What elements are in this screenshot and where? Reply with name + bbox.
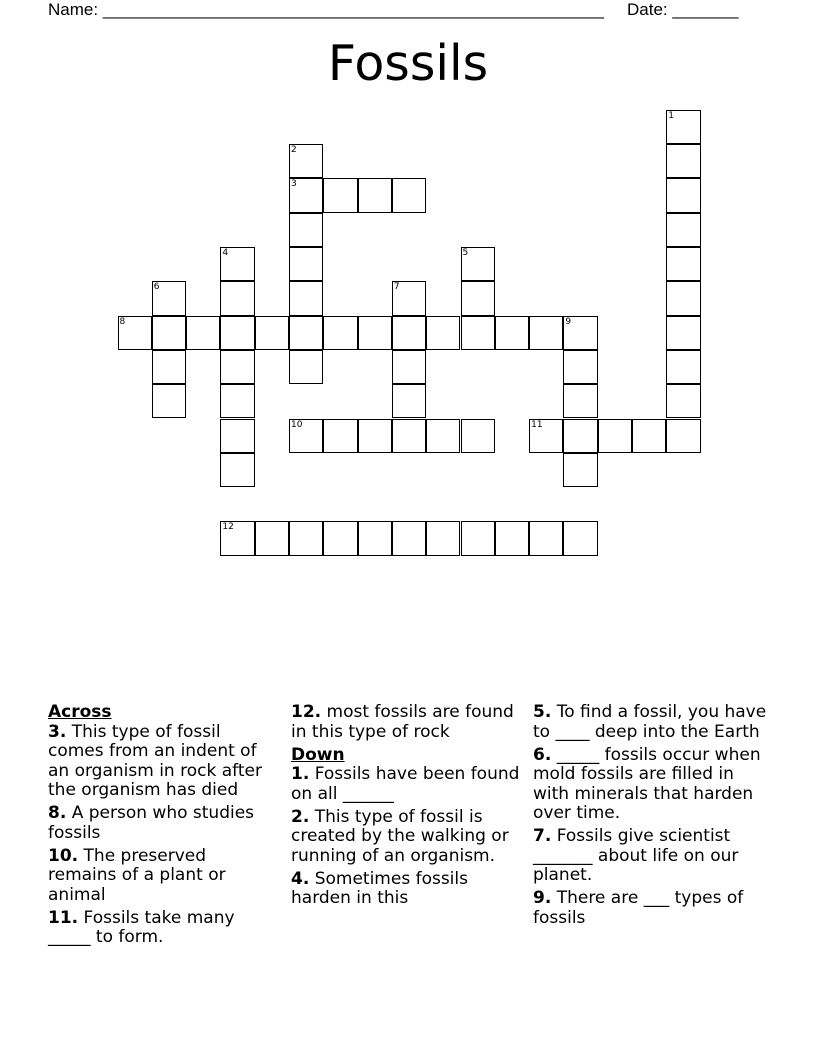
grid-cell[interactable] bbox=[426, 316, 460, 350]
name-label: Name: bbox=[48, 0, 99, 19]
grid-cell[interactable] bbox=[392, 281, 426, 315]
down-heading: Down bbox=[291, 744, 345, 765]
grid-cell[interactable] bbox=[461, 316, 495, 350]
grid-cell[interactable] bbox=[563, 350, 597, 384]
clue-number: 5 bbox=[462, 248, 469, 258]
grid-cell[interactable] bbox=[289, 178, 323, 212]
grid-cell[interactable] bbox=[255, 316, 289, 350]
grid-cell[interactable] bbox=[323, 419, 357, 453]
grid-cell[interactable] bbox=[563, 453, 597, 487]
grid-cell[interactable] bbox=[563, 521, 597, 555]
grid-cell[interactable] bbox=[220, 419, 254, 453]
grid-cell[interactable] bbox=[426, 419, 460, 453]
grid-cell[interactable] bbox=[323, 178, 357, 212]
grid-cell[interactable] bbox=[289, 281, 323, 315]
grid-cell[interactable] bbox=[529, 419, 563, 453]
clue-number: 6 bbox=[153, 282, 160, 293]
grid-cell[interactable] bbox=[220, 453, 254, 487]
grid-cell[interactable] bbox=[220, 281, 254, 315]
grid-cell[interactable] bbox=[495, 521, 529, 555]
across-clue-3: 3. This type of fossil comes from an indent of an organism in rock after the organism has died bbox=[48, 721, 262, 800]
grid-cell[interactable] bbox=[358, 521, 392, 555]
grid-cell[interactable] bbox=[152, 384, 186, 418]
across-heading: Across bbox=[48, 702, 112, 722]
grid-cell[interactable] bbox=[289, 247, 323, 281]
grid-cell[interactable] bbox=[426, 521, 460, 555]
grid-cell[interactable] bbox=[666, 110, 700, 144]
date-line[interactable]: _______ bbox=[672, 0, 739, 19]
clue-number: 12 bbox=[222, 522, 234, 533]
grid-cell[interactable] bbox=[289, 419, 323, 453]
grid-cell[interactable] bbox=[666, 316, 700, 350]
down-clue-6: 6. _____ fossils occur when mold fossils are filled in with minerals that harden over time. bbox=[533, 744, 761, 823]
grid-cell[interactable] bbox=[358, 419, 392, 453]
clues-column-1 bbox=[48, 703, 276, 951]
across-clue-10: 10. The preserved remains of a plant or animal bbox=[48, 845, 226, 905]
grid-cell[interactable] bbox=[323, 521, 357, 555]
clue-number: 1 bbox=[668, 110, 675, 121]
page-title: Fossils bbox=[327, 35, 489, 92]
grid-cell[interactable] bbox=[495, 316, 529, 350]
grid-cell[interactable] bbox=[632, 419, 666, 453]
grid-cell[interactable] bbox=[323, 316, 357, 350]
grid-cell[interactable] bbox=[289, 213, 323, 247]
grid-cell[interactable] bbox=[529, 521, 563, 555]
grid-cell[interactable] bbox=[529, 316, 563, 350]
grid-cell[interactable] bbox=[461, 247, 495, 281]
grid-cell[interactable] bbox=[186, 316, 220, 350]
down-clue-2: 2. This type of fossil is created by the walking or running of an organism. bbox=[291, 806, 509, 866]
grid-cell[interactable] bbox=[461, 419, 495, 453]
grid-cell[interactable] bbox=[392, 350, 426, 384]
grid-cell[interactable] bbox=[289, 350, 323, 384]
clues-column-3 bbox=[533, 703, 769, 932]
grid-cell[interactable] bbox=[666, 247, 700, 281]
grid-cell[interactable] bbox=[598, 419, 632, 453]
down-clue-5: 5. To find a fossil, you have to ____ deep into the Earth bbox=[533, 702, 767, 742]
grid-cell[interactable] bbox=[666, 419, 700, 453]
grid-cell[interactable] bbox=[358, 178, 392, 212]
grid-cell[interactable] bbox=[220, 316, 254, 350]
grid-cell[interactable] bbox=[666, 144, 700, 178]
grid-cell[interactable] bbox=[289, 521, 323, 555]
clue-number: 10 bbox=[291, 419, 303, 430]
clue-number: 11 bbox=[531, 419, 543, 430]
down-clue-1: 1. Fossils have been found on all ______ bbox=[291, 764, 520, 804]
grid-cell[interactable] bbox=[666, 281, 700, 315]
clue-number: 9 bbox=[565, 316, 572, 327]
date-label: Date: bbox=[627, 0, 668, 19]
across-clue-8: 8. A person who studies fossils bbox=[48, 803, 255, 843]
name-line[interactable]: _____________________________________________________ bbox=[102, 0, 604, 19]
grid-cell[interactable] bbox=[255, 521, 289, 555]
across-clue-12: 12. most fossils are found in this type of rock bbox=[291, 702, 514, 742]
across-clue-11: 11. Fossils take many _____ to form. bbox=[48, 907, 235, 947]
clue-number: 2 bbox=[291, 145, 297, 156]
down-clue-4: 4. Sometimes fossils harden in this bbox=[291, 868, 468, 908]
grid-cell[interactable] bbox=[563, 384, 597, 418]
grid-cell[interactable] bbox=[220, 521, 254, 555]
grid-cell[interactable] bbox=[289, 316, 323, 350]
down-clue-7: 7. Fossils give scientist _______ about life on our planet. bbox=[533, 826, 739, 885]
grid-cell[interactable] bbox=[220, 350, 254, 384]
grid-cell[interactable] bbox=[152, 350, 186, 384]
grid-cell[interactable] bbox=[666, 350, 700, 384]
grid-cell[interactable] bbox=[461, 521, 495, 555]
grid-cell[interactable] bbox=[666, 384, 700, 418]
grid-cell[interactable] bbox=[666, 213, 700, 247]
grid-cell[interactable] bbox=[220, 247, 254, 281]
down-clue-9: 9. There are ___ types of fossils bbox=[533, 888, 744, 928]
grid-cell[interactable] bbox=[461, 281, 495, 315]
grid-cell[interactable] bbox=[666, 178, 700, 212]
clue-number: 4 bbox=[222, 248, 229, 258]
grid-cell[interactable] bbox=[118, 316, 152, 350]
grid-cell[interactable] bbox=[392, 316, 426, 350]
grid-cell[interactable] bbox=[563, 316, 597, 350]
clue-number: 8 bbox=[119, 316, 126, 327]
clue-number: 7 bbox=[393, 282, 400, 293]
grid-cell[interactable] bbox=[392, 521, 426, 555]
grid-cell[interactable] bbox=[392, 384, 426, 418]
clue-number: 3 bbox=[291, 179, 297, 190]
grid-cell[interactable] bbox=[358, 316, 392, 350]
grid-cell[interactable] bbox=[152, 281, 186, 315]
grid-cell[interactable] bbox=[563, 419, 597, 453]
grid-cell[interactable] bbox=[392, 178, 426, 212]
grid-cell[interactable] bbox=[152, 316, 186, 350]
grid-cell[interactable] bbox=[289, 144, 323, 178]
grid-cell[interactable] bbox=[220, 384, 254, 418]
grid-cell[interactable] bbox=[392, 419, 426, 453]
clues-column-2 bbox=[291, 703, 525, 912]
